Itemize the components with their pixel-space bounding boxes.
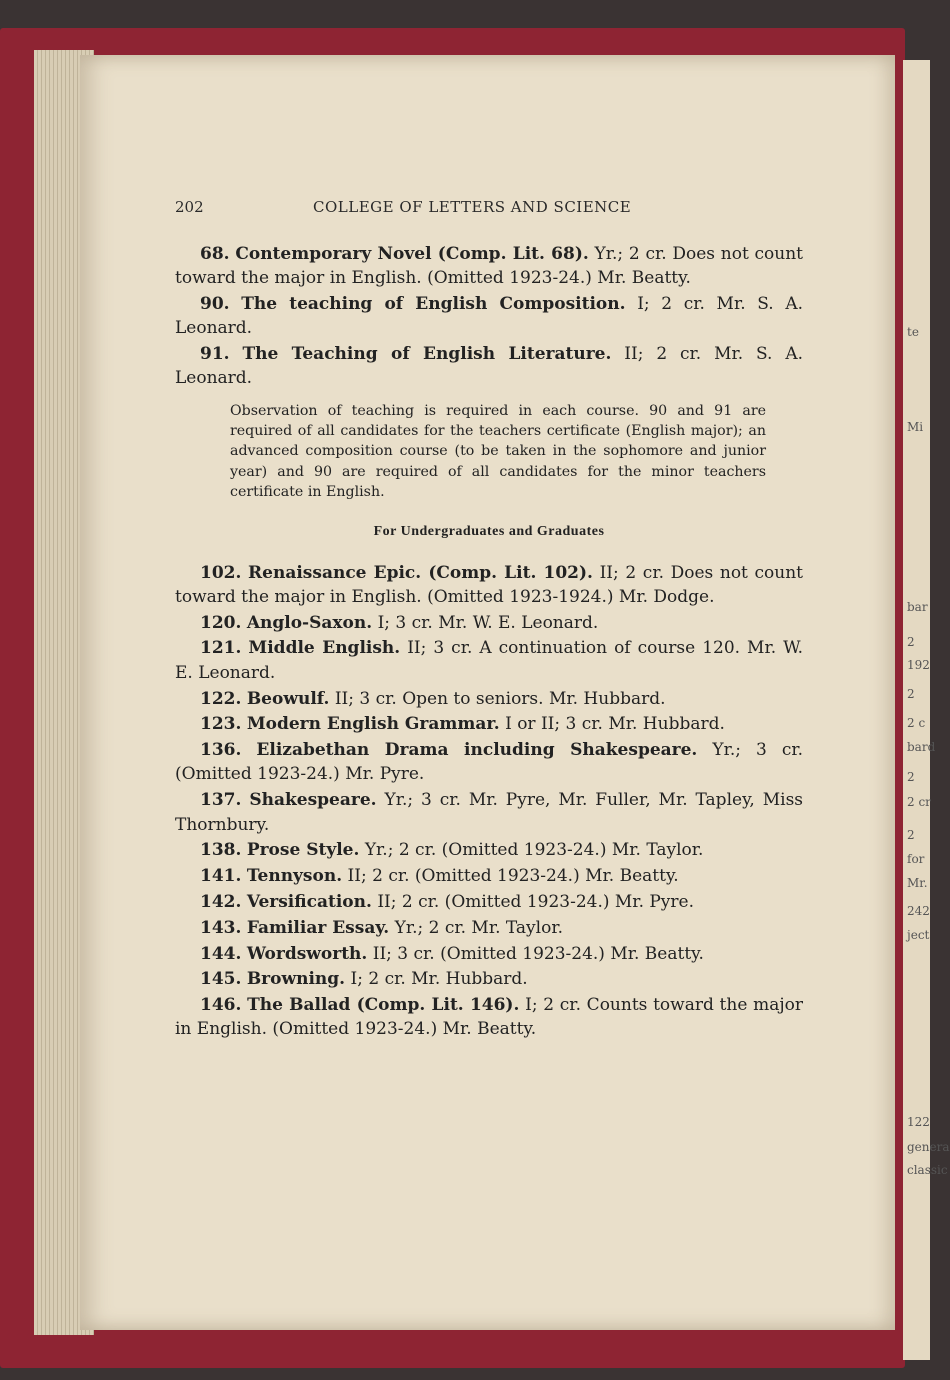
facing-fragment: 2	[907, 687, 915, 701]
course-title: Contemporary Novel (Comp. Lit. 68).	[235, 244, 589, 264]
facing-fragment: ject	[907, 928, 930, 942]
course-number: 144.	[200, 943, 242, 964]
course-entry	[175, 838, 803, 862]
course-list-lower	[175, 561, 803, 1042]
course-details: I; 3 cr. Mr. W. E. Leonard.	[377, 612, 599, 633]
facing-fragment: 2	[907, 635, 915, 649]
course-entry	[175, 561, 803, 610]
course-number: 121.	[200, 638, 242, 659]
course-details: Yr.; 2 cr. Does not count toward the major in English. (Omitted 1923-24.) Mr. Beatty.	[175, 244, 804, 289]
course-number: 123.	[200, 714, 242, 735]
course-number: 141.	[200, 866, 242, 887]
course-number: 143.	[200, 917, 242, 938]
course-title: Middle English.	[248, 638, 401, 659]
course-number: 136.	[200, 740, 242, 761]
course-entry	[175, 712, 803, 736]
course-title: Browning.	[246, 969, 346, 990]
course-title: Familiar Essay.	[246, 917, 390, 938]
course-number: 91.	[200, 344, 230, 365]
course-number: 142.	[200, 891, 242, 912]
course-details: I or II; 3 cr. Mr. Hubbard.	[505, 714, 725, 735]
facing-fragment: 2 c	[907, 716, 926, 730]
course-details: II; 3 cr. A continuation of course 120. Mr. W. E. Leonard.	[175, 638, 804, 683]
facing-fragment: 242	[907, 904, 930, 918]
course-details: Yr.; 2 cr. Mr. Taylor.	[394, 917, 563, 938]
facing-fragment: Mi	[907, 420, 924, 434]
course-number: 68.	[200, 244, 230, 264]
facing-fragment: 2	[907, 770, 915, 784]
course-entry	[175, 738, 803, 787]
page-number: 202	[175, 198, 204, 216]
course-entry	[175, 342, 803, 391]
course-entry	[175, 864, 803, 888]
course-number: 120.	[200, 612, 242, 633]
course-title: The teaching of English Composition.	[241, 294, 626, 315]
facing-fragment: bard	[907, 740, 936, 754]
course-details: II; 2 cr. (Omitted 1923-24.) Mr. Beatty.	[347, 866, 679, 887]
page-content	[175, 242, 803, 1043]
course-number: 137.	[200, 790, 242, 811]
facing-fragment: te	[907, 325, 919, 339]
course-details: II; 2 cr. (Omitted 1923-24.) Mr. Pyre.	[377, 891, 695, 912]
facing-fragment: 122	[907, 1115, 930, 1129]
course-number: 138.	[200, 840, 242, 861]
course-entry	[175, 916, 803, 940]
facing-fragment: for	[907, 852, 925, 866]
course-list-upper	[175, 242, 803, 391]
course-entry	[175, 890, 803, 914]
facing-fragment: 2 cr	[907, 795, 931, 809]
course-number: 122.	[200, 688, 242, 709]
course-details: Yr.; 3 cr. (Omitted 1923-24.) Mr. Pyre.	[175, 740, 804, 785]
course-title: Tennyson.	[246, 866, 343, 887]
course-details: II; 2 cr. Does not count toward the major in English. (Omitted 1923-1924.) Mr. Dodge.	[175, 562, 803, 607]
course-number: 102.	[200, 562, 242, 583]
course-number: 146.	[200, 995, 242, 1016]
course-entry	[175, 242, 803, 291]
course-title: The Teaching of English Literature.	[242, 344, 612, 365]
course-details: II; 3 cr. Open to seniors. Mr. Hubbard.	[334, 688, 666, 709]
facing-fragment: classic	[907, 1163, 948, 1177]
facing-fragment: 192	[907, 658, 930, 672]
facing-fragment: genera	[907, 1140, 950, 1154]
course-entry	[175, 993, 803, 1042]
facing-fragment: Mr.	[907, 876, 928, 890]
course-entry	[175, 636, 803, 685]
facing-page-edge	[903, 60, 950, 1360]
course-title: Renaissance Epic. (Comp. Lit. 102).	[248, 562, 593, 583]
course-number: 145.	[200, 969, 242, 990]
course-details: I; 2 cr. Counts toward the major in English. (Omitted 1923-24.) Mr. Beatty.	[175, 995, 803, 1040]
course-title: Modern English Grammar.	[246, 714, 500, 735]
course-details: Yr.; 2 cr. (Omitted 1923-24.) Mr. Taylor.	[364, 840, 704, 861]
teaching-note: Observation of teaching is required in each course. 90 and 91 are required of all candidates for the teachers certificate (English major); an advanced composition course (to be taken in the sophomore and junior year) and 90 are required of all candidates for the minor teachers certificate in English.	[230, 402, 766, 500]
course-title: Versification.	[246, 891, 372, 912]
course-entry	[175, 687, 803, 711]
course-number: 90.	[200, 294, 230, 315]
course-entry	[175, 292, 803, 341]
course-entry	[175, 788, 803, 837]
course-title: Anglo-Saxon.	[246, 612, 373, 633]
running-head-title: COLLEGE OF LETTERS AND SCIENCE	[313, 198, 632, 216]
course-title: Shakespeare.	[249, 790, 377, 811]
facing-fragment: bar	[907, 600, 928, 614]
course-details: I; 2 cr. Mr. S. A. Leonard.	[175, 294, 804, 339]
course-details: II; 3 cr. (Omitted 1923-24.) Mr. Beatty.	[372, 943, 704, 964]
course-entry	[175, 942, 803, 966]
course-entry	[175, 967, 803, 991]
section-heading: For Undergraduates and Graduates	[373, 524, 605, 540]
course-entry	[175, 611, 803, 635]
course-details: II; 2 cr. Mr. S. A. Leonard.	[175, 344, 803, 389]
facing-fragment: 2	[907, 828, 915, 842]
course-title: Elizabethan Drama including Shakespeare.	[256, 740, 698, 761]
course-title: Beowulf.	[246, 688, 330, 709]
course-title: The Ballad (Comp. Lit. 146).	[247, 995, 520, 1016]
course-details: Yr.; 3 cr. Mr. Pyre, Mr. Fuller, Mr. Tapley, Miss Thornbury.	[175, 790, 804, 835]
course-title: Wordsworth.	[246, 943, 368, 964]
course-title: Prose Style.	[246, 840, 360, 861]
course-details: I; 2 cr. Mr. Hubbard.	[350, 969, 528, 990]
